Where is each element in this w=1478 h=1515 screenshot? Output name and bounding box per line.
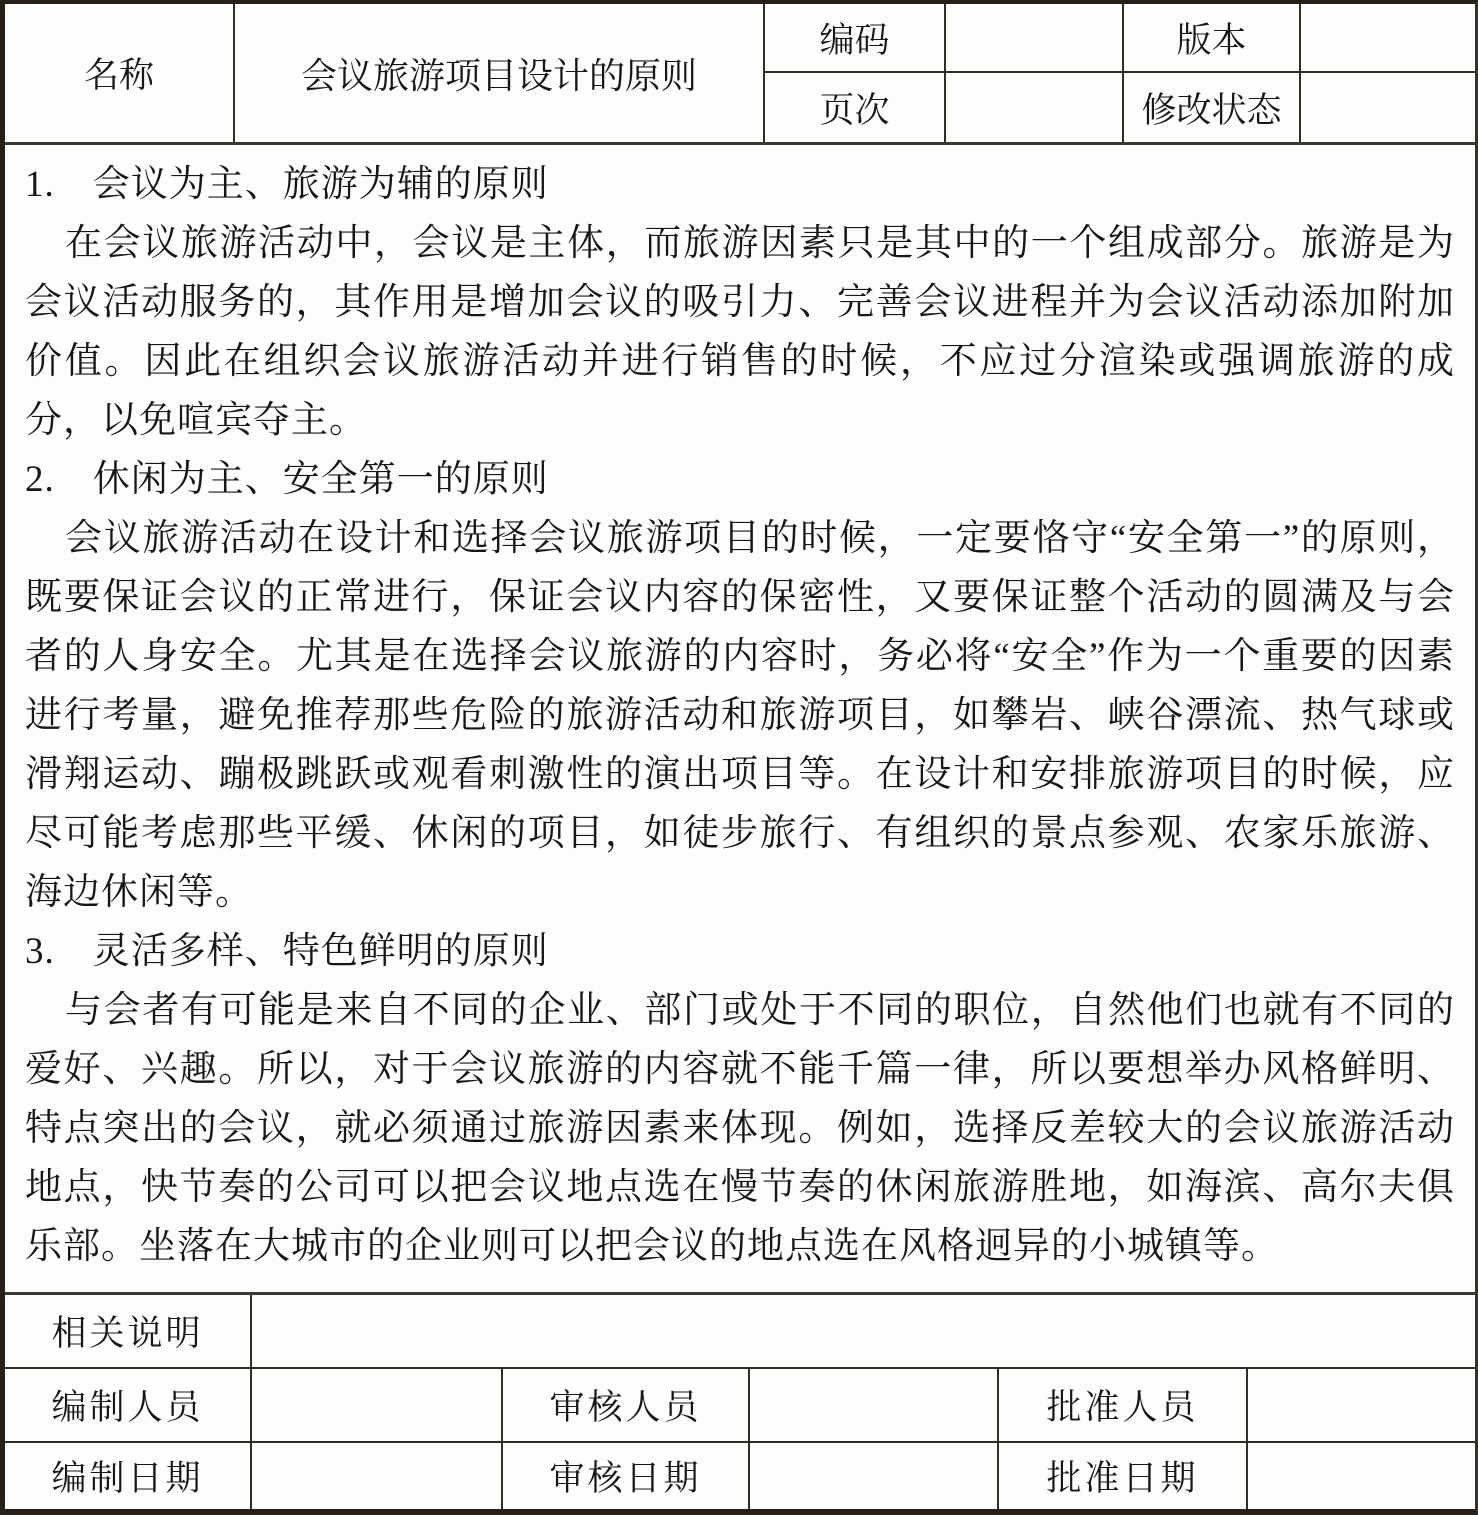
section-2-heading: 2. 休闲为主、安全第一的原则 [25, 459, 549, 500]
section-1-heading: 1. 会议为主、旅游为辅的原则 [25, 164, 549, 205]
revision-value-cell [1301, 73, 1475, 142]
header-table [5, 4, 1475, 145]
approver-label-cell: 批准人员 [999, 1369, 1248, 1441]
reviewer-label-cell: 审核人员 [503, 1369, 750, 1441]
version-value-cell [1301, 4, 1475, 73]
section-2-paragraph: 会议旅游活动在设计和选择会议旅游项目的时候，一定要恪守“安全第一”的原则，既要保证会议的正常进行，保证会议内容的保密性，又要保证整个活动的圆满及与会者的人身安全。尤其是在选择会议旅游的内容时，务必将“安全”作为一个重要的因素进行考量，避免推荐那些危险的旅游活动和旅游项目，如攀岩、峡谷漂流、热气球或滑翔运动、蹦极跳跃或观看刺激性的演出项目等。在设计和安排旅游项目的时候，应尽可能考虑那些平缓、休闲的项目，如徒步旅行、有组织的景点参观、农家乐旅游、海边休闲等。 [25, 518, 1455, 913]
personnel-row [5, 1369, 1475, 1443]
name-label-cell: 名称 [5, 4, 235, 142]
review-date-value-cell [750, 1443, 999, 1509]
section-3-heading: 3. 灵活多样、特色鲜明的原则 [25, 931, 549, 972]
reviewer-value-cell [750, 1369, 999, 1441]
compile-date-value-cell [252, 1443, 503, 1509]
document-title: 会议旅游项目设计的原则 [235, 4, 765, 142]
revision-label-cell: 修改状态 [1124, 73, 1301, 142]
date-row [5, 1443, 1475, 1509]
approver-value-cell [1248, 1369, 1475, 1441]
approval-date-label-cell: 批准日期 [999, 1443, 1248, 1509]
document-body [5, 145, 1475, 1292]
notes-label-cell: 相关说明 [5, 1295, 252, 1367]
section-1-paragraph: 在会议旅游活动中，会议是主体，而旅游因素只是其中的一个组成部分。旅游是为会议活动服务的，其作用是增加会议的吸引力、完善会议进程并为会议活动添加附加价值。因此在组织会议旅游活动并进行销售的时候，不应过分渲染或强调旅游的成分，以免喧宾夺主。 [25, 223, 1455, 441]
page-label-cell: 页次 [765, 73, 946, 142]
compile-date-label-cell: 编制日期 [5, 1443, 252, 1509]
version-label-cell: 版本 [1124, 4, 1301, 73]
section-3-paragraph: 与会者有可能是来自不同的企业、部门或处于不同的职位，自然他们也就有不同的爱好、兴趣。所以，对于会议旅游的内容就不能千篇一律，所以要想举办风格鲜明、特点突出的会议，就必须通过旅游因素来体现。例如，选择反差较大的会议旅游活动地点，快节奏的公司可以把会议地点选在慢节奏的休闲旅游胜地，如海滨、高尔夫俱乐部。坐落在大城市的企业则可以把会议的地点选在风格迥异的小城镇等。 [25, 990, 1455, 1267]
code-label-cell: 编码 [765, 4, 946, 73]
approval-date-value-cell [1248, 1443, 1475, 1509]
notes-value-cell [252, 1295, 1475, 1367]
page-value-cell [946, 73, 1124, 142]
compiler-label-cell: 编制人员 [5, 1369, 252, 1441]
notes-row [5, 1292, 1475, 1369]
review-date-label-cell: 审核日期 [503, 1443, 750, 1509]
compiler-value-cell [252, 1369, 503, 1441]
code-value-cell [946, 4, 1124, 73]
